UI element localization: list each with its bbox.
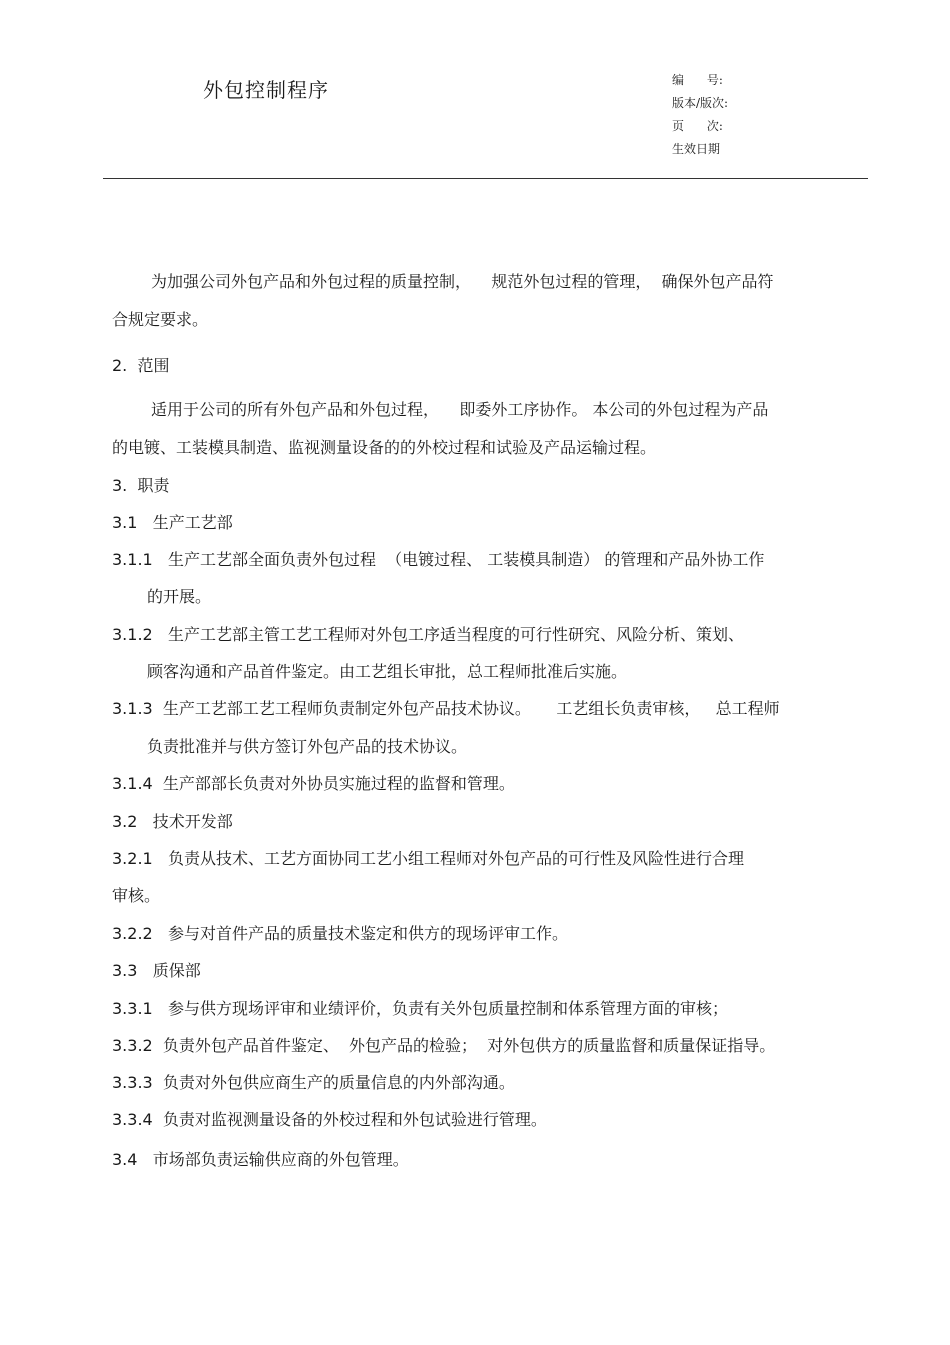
section-3-2-heading: 3.2 技术开发部 <box>112 812 233 831</box>
responsibilities-heading: 3. 职责 <box>112 476 170 495</box>
section-3-2-1-line-1: 3.2.1 负责从技术、工艺方面协同工艺小组工程师对外包产品的可行性及风险性进行合理 <box>112 849 744 868</box>
section-3-1-1-line-1: 3.1.1 生产工艺部全面负责外包过程 （电镀过程、 工装模具制造） 的管理和产品外协工作 <box>112 550 765 569</box>
scope-paragraph-line-2: 的电镀、工装模具制造、监视测量设备的的外校过程和试验及产品运输过程。 <box>112 438 657 457</box>
section-3-4: 3.4 市场部负责运输供应商的外包管理。 <box>112 1150 409 1169</box>
document-meta-block <box>672 69 728 161</box>
section-3-1-1-line-2: 的开展。 <box>147 587 212 606</box>
purpose-paragraph-line-1: 为加强公司外包产品和外包过程的质量控制， 规范外包过程的管理， 确保外包产品符 <box>151 272 774 291</box>
section-3-1-4: 3.1.4 生产部部长负责对外协员实施过程的监督和管理。 <box>112 774 515 793</box>
section-3-3-4: 3.3.4 负责对监视测量设备的外校过程和外包试验进行管理。 <box>112 1110 547 1129</box>
section-3-3-2: 3.3.2 负责外包产品首件鉴定、 外包产品的检验； 对外包供方的质量监督和质量保证指导。 <box>112 1036 776 1055</box>
header-divider <box>103 178 868 179</box>
section-3-3-1: 3.3.1 参与供方现场评审和业绩评价，负责有关外包质量控制和体系管理方面的审核； <box>112 999 728 1018</box>
section-3-3-heading: 3.3 质保部 <box>112 961 201 980</box>
section-3-1-heading: 3.1 生产工艺部 <box>112 513 233 532</box>
scope-heading: 2. 范围 <box>112 356 170 375</box>
page-number-label: 页 次: <box>672 119 723 133</box>
version-label: 版本/版次: <box>672 96 729 110</box>
section-3-1-3-line-1: 3.1.3 生产工艺部工艺工程师负责制定外包产品技术协议。 工艺组长负责审核， 总工程师 <box>112 699 780 718</box>
section-3-1-2-line-1: 3.1.2 生产工艺部主管工艺工程师对外包工序适当程度的可行性研究、风险分析、策划、 <box>112 625 744 644</box>
section-3-1-3-line-2: 负责批准并与供方签订外包产品的技术协议。 <box>147 737 468 756</box>
document-number-label: 编 号: <box>672 73 723 87</box>
section-3-1-2-line-2: 顾客沟通和产品首件鉴定。由工艺组长审批，总工程师批准后实施。 <box>147 662 628 681</box>
section-3-3-3: 3.3.3 负责对外包供应商生产的质量信息的内外部沟通。 <box>112 1073 515 1092</box>
scope-paragraph-line-1: 适用于公司的所有外包产品和外包过程， 即委外工序协作。 本公司的外包过程为产品 <box>151 400 769 419</box>
document-title: 外包控制程序 <box>203 78 329 102</box>
section-3-2-2: 3.2.2 参与对首件产品的质量技术鉴定和供方的现场评审工作。 <box>112 924 568 943</box>
section-3-2-1-line-2: 审核。 <box>112 886 161 905</box>
purpose-paragraph-line-2: 合规定要求。 <box>112 310 209 329</box>
effective-date-label: 生效日期 <box>672 142 721 156</box>
